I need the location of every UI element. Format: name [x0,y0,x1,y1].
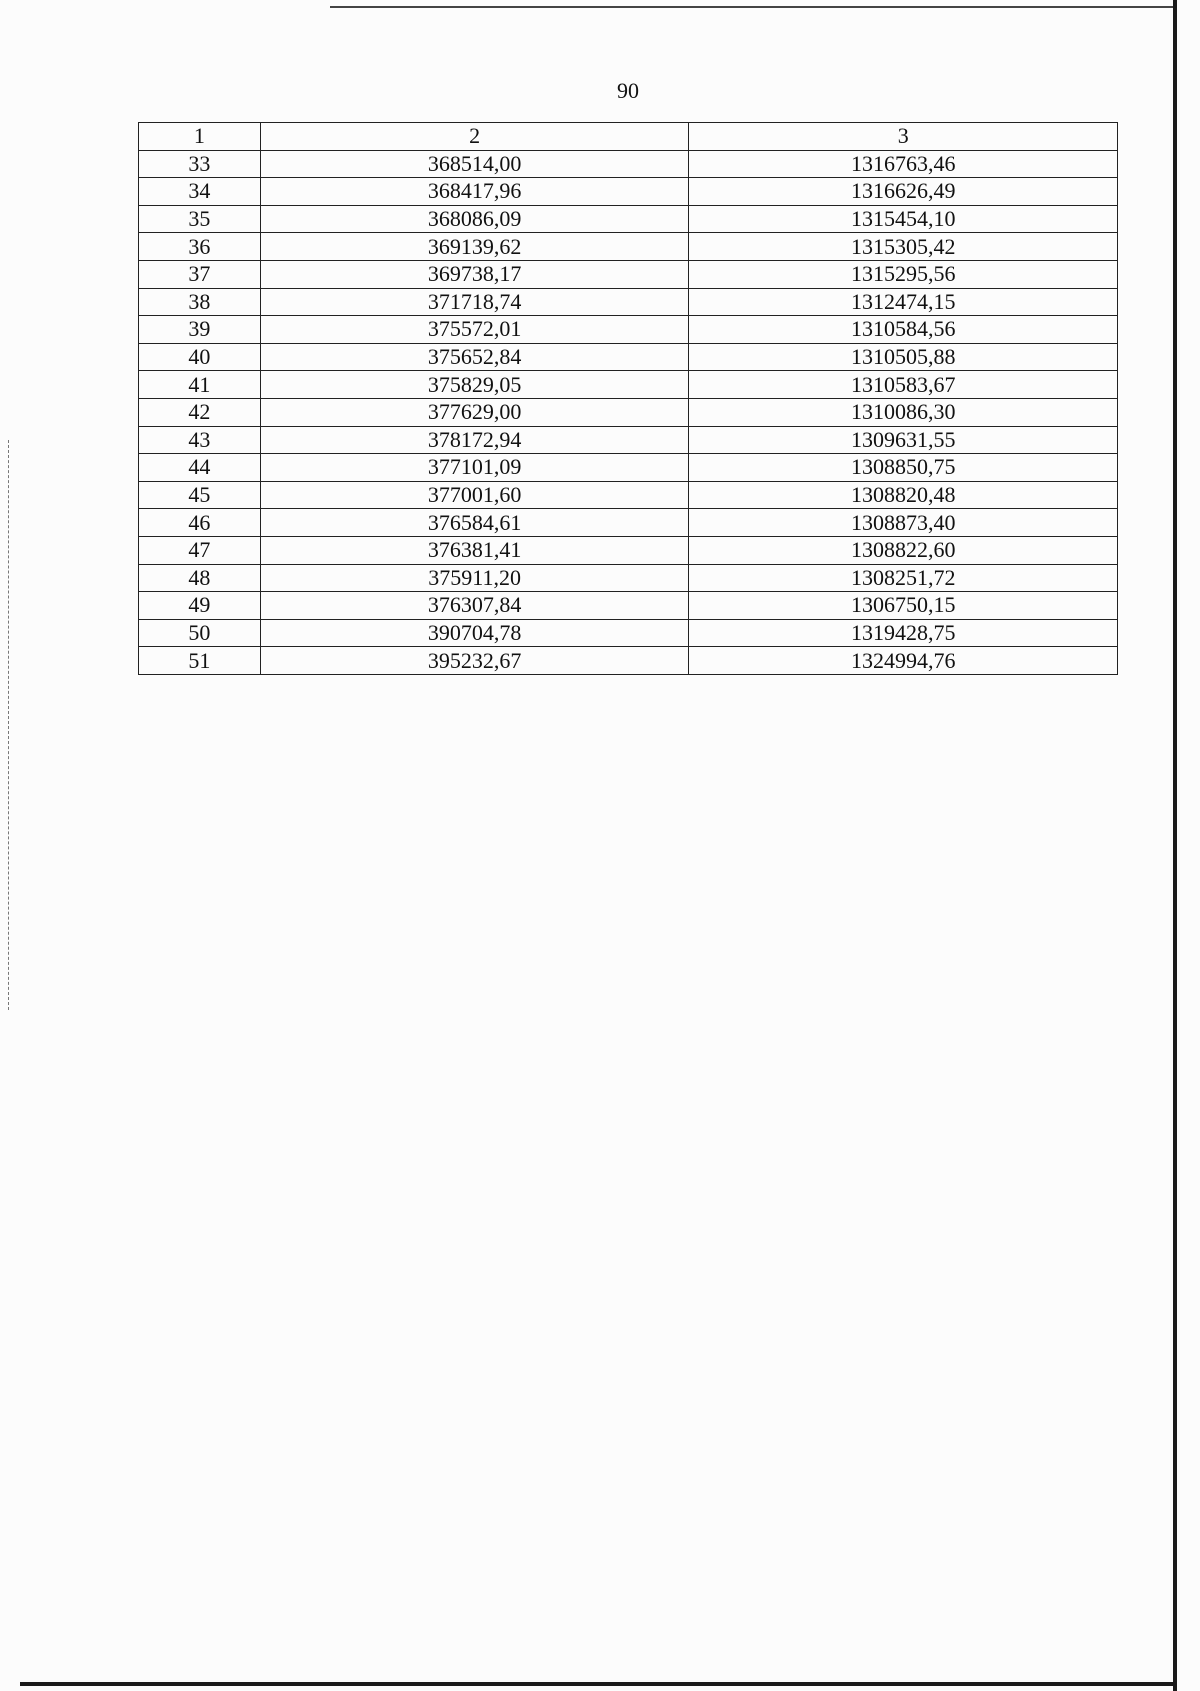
x-coordinate-cell: 377101,09 [260,454,689,482]
x-coordinate-cell: 377629,00 [260,398,689,426]
coordinates-table [138,122,1118,675]
point-number-cell: 36 [139,233,261,261]
y-coordinate-cell: 1308251,72 [689,564,1118,592]
table-header-row [139,123,1118,151]
y-coordinate-cell: 1312474,15 [689,288,1118,316]
point-number-cell: 35 [139,205,261,233]
x-coordinate-cell: 376584,61 [260,509,689,537]
y-coordinate-cell: 1316626,49 [689,178,1118,206]
point-number-cell: 40 [139,343,261,371]
y-coordinate-cell: 1315295,56 [689,260,1118,288]
x-coordinate-cell: 377001,60 [260,481,689,509]
x-coordinate-cell: 375652,84 [260,343,689,371]
point-number-cell: 48 [139,564,261,592]
x-coordinate-cell: 395232,67 [260,647,689,675]
y-coordinate-cell: 1309631,55 [689,426,1118,454]
table-row [139,178,1118,206]
x-coordinate-cell: 375911,20 [260,564,689,592]
point-number-cell: 37 [139,260,261,288]
table-row [139,564,1118,592]
x-coordinate-cell: 375572,01 [260,316,689,344]
table-row [139,619,1118,647]
y-coordinate-cell: 1310505,88 [689,343,1118,371]
x-coordinate-cell: 368086,09 [260,205,689,233]
x-coordinate-cell: 378172,94 [260,426,689,454]
y-coordinate-cell: 1310584,56 [689,316,1118,344]
table-row [139,260,1118,288]
table-row [139,150,1118,178]
x-coordinate-cell: 375829,05 [260,371,689,399]
y-coordinate-cell: 1324994,76 [689,647,1118,675]
point-number-cell: 41 [139,371,261,399]
point-number-cell: 46 [139,509,261,537]
point-number-cell: 45 [139,481,261,509]
point-number-cell: 49 [139,592,261,620]
x-coordinate-cell: 368417,96 [260,178,689,206]
x-coordinate-cell: 369139,62 [260,233,689,261]
y-coordinate-cell: 1308850,75 [689,454,1118,482]
table-row [139,509,1118,537]
x-coordinate-cell: 376381,41 [260,536,689,564]
y-coordinate-cell: 1316763,46 [689,150,1118,178]
table-row [139,371,1118,399]
y-coordinate-cell: 1319428,75 [689,619,1118,647]
x-coordinate-cell: 368514,00 [260,150,689,178]
x-coordinate-cell: 369738,17 [260,260,689,288]
point-number-cell: 38 [139,288,261,316]
table-row [139,536,1118,564]
y-coordinate-cell: 1310086,30 [689,398,1118,426]
table-row [139,233,1118,261]
y-coordinate-cell: 1308873,40 [689,509,1118,537]
table-row [139,454,1118,482]
point-number-cell: 51 [139,647,261,675]
table-row [139,592,1118,620]
table-row [139,316,1118,344]
point-number-cell: 44 [139,454,261,482]
table-row [139,343,1118,371]
y-coordinate-cell: 1306750,15 [689,592,1118,620]
scan-edge-right [1173,0,1177,1691]
scan-edge-left [8,440,10,1010]
point-number-cell: 39 [139,316,261,344]
table-row [139,481,1118,509]
point-number-cell: 43 [139,426,261,454]
point-number-cell: 34 [139,178,261,206]
table-row [139,647,1118,675]
scan-edge-bottom [20,1682,1173,1686]
y-coordinate-cell: 1310583,67 [689,371,1118,399]
x-coordinate-cell: 390704,78 [260,619,689,647]
point-number-cell: 33 [139,150,261,178]
scan-edge-top [330,6,1175,8]
x-coordinate-cell: 371718,74 [260,288,689,316]
column-header-1: 1 [139,123,261,151]
point-number-cell: 50 [139,619,261,647]
table-row [139,426,1118,454]
point-number-cell: 42 [139,398,261,426]
x-coordinate-cell: 376307,84 [260,592,689,620]
table-row [139,288,1118,316]
y-coordinate-cell: 1315305,42 [689,233,1118,261]
point-number-cell: 47 [139,536,261,564]
y-coordinate-cell: 1315454,10 [689,205,1118,233]
column-header-3: 3 [689,123,1118,151]
page-number: 90 [617,78,639,103]
y-coordinate-cell: 1308820,48 [689,481,1118,509]
y-coordinate-cell: 1308822,60 [689,536,1118,564]
table-row [139,205,1118,233]
table-row [139,398,1118,426]
column-header-2: 2 [260,123,689,151]
